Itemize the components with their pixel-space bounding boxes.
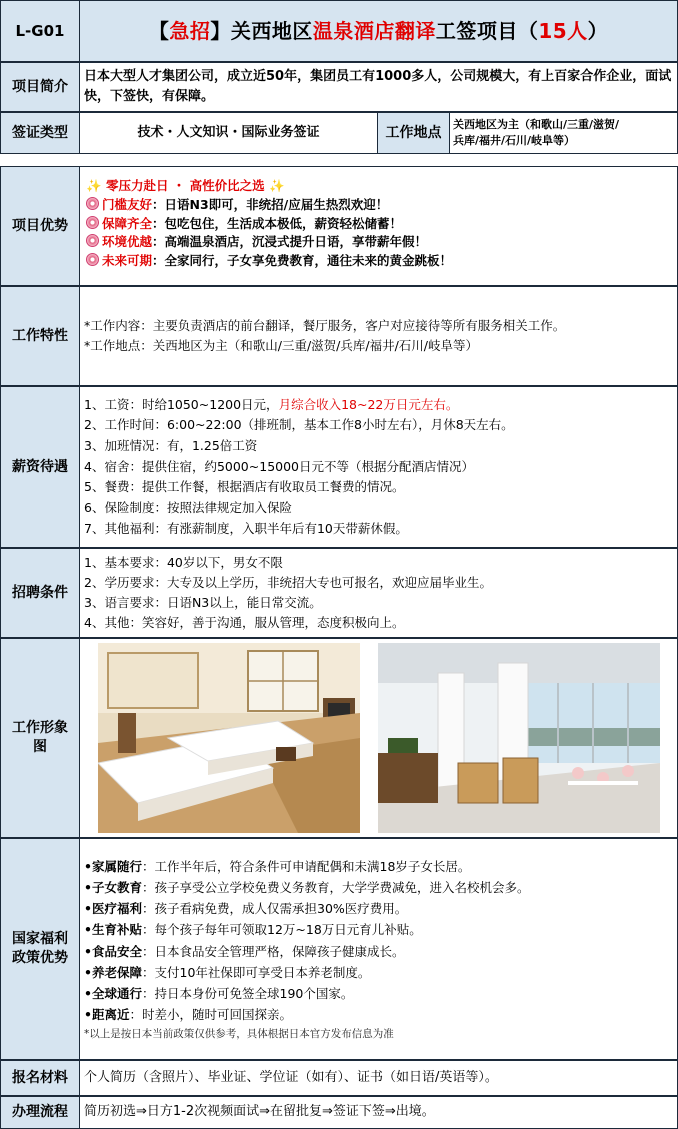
feature-line: *工作地点：关西地区为主（和歌山/三重/滋贺/兵库/福井/石川/岐阜等） bbox=[84, 338, 479, 353]
requirement-line: 1、基本要求：40岁以下，男女不限 bbox=[84, 555, 283, 570]
title-bracket-open: 【 bbox=[148, 19, 170, 43]
location-label: 工作地点 bbox=[378, 112, 450, 154]
requirement-line: 2、学历要求：大专及以上学历，非统招大专也可报名，欢迎应届毕业生。 bbox=[84, 575, 492, 590]
sparkle-icon: ✨ bbox=[86, 178, 102, 193]
advantage-text: ：日语N3即可，非统招/应届生热烈欢迎！ bbox=[152, 196, 389, 212]
visa-value: 技术・人文知识・国际业务签证 bbox=[80, 112, 378, 154]
advantage-text: ：包吃包住，生活成本极低，薪资轻松储蓄！ bbox=[152, 215, 403, 231]
sparkle-icon: ✨ bbox=[269, 178, 285, 193]
welfare-key: •医疗福利 bbox=[84, 901, 142, 917]
salary-line bbox=[84, 395, 673, 416]
welfare-item bbox=[84, 962, 673, 983]
welfare-key: •生育补贴 bbox=[84, 922, 142, 938]
welfare-text: ：持日本身份可免签全球190个国家。 bbox=[142, 986, 354, 1002]
welfare-text: ：每个孩子每年可领取12万~18万日元育儿补贴。 bbox=[142, 922, 422, 938]
welfare-content bbox=[80, 838, 678, 1060]
welfare-row bbox=[0, 838, 678, 1060]
intro-row bbox=[0, 62, 678, 112]
flower-icon bbox=[86, 216, 99, 229]
advantage-key: 保障齐全 bbox=[102, 215, 153, 231]
welfare-text: ：工作半年后，符合条件可申请配偶和未满18岁子女长居。 bbox=[142, 858, 471, 874]
salary-monthly-income: 月综合收入18~22万日元左右。 bbox=[278, 396, 459, 412]
hotel-room-photo bbox=[98, 643, 360, 833]
features-label: 工作特性 bbox=[0, 286, 80, 386]
intro-label: 项目简介 bbox=[0, 62, 80, 112]
salary-label: 薪资待遇 bbox=[0, 386, 80, 548]
materials-text: 个人简历（含照片）、毕业证、学位证（如有）、证书（如日语/英语等）。 bbox=[80, 1060, 678, 1096]
welfare-item bbox=[84, 983, 673, 1004]
advantages-row bbox=[0, 166, 678, 286]
hotel-room-illustration bbox=[98, 643, 360, 833]
title-urgent: 急招 bbox=[169, 19, 211, 43]
salary-line: 4、宿舍：提供住宿，约5000~15000日元不等（根据分配酒店情况） bbox=[84, 458, 475, 474]
welfare-text: ：孩子享受公立学校免费义务教育，大学学费减免，进入名校机会多。 bbox=[142, 879, 530, 895]
requirement-line: 3、语言要求：日语N3以上，能日常交流。 bbox=[84, 595, 322, 610]
section-gap bbox=[0, 154, 678, 166]
visa-label: 签证类型 bbox=[0, 112, 80, 154]
restaurant-photo bbox=[378, 643, 660, 833]
advantage-item bbox=[86, 252, 671, 271]
welfare-note: *以上是按日本当前政策仅供参考，具体根据日本官方发布信息为准 bbox=[84, 1027, 394, 1040]
title-hotel: 温泉酒店翻译 bbox=[312, 19, 436, 43]
salary-line: 2、工作时间：6:00~22:00（排班制，基本工作8小时左右），月休8天左右。 bbox=[84, 417, 514, 433]
title-row bbox=[0, 0, 678, 62]
flower-icon bbox=[86, 253, 99, 266]
welfare-item bbox=[84, 898, 673, 919]
welfare-text: ：孩子看病免费，成人仅需承担30%医疗费用。 bbox=[142, 901, 408, 917]
welfare-text: ：日本食品安全管理严格，保障孩子健康成长。 bbox=[142, 943, 405, 959]
welfare-key: •家属随行 bbox=[84, 858, 142, 874]
welfare-key: •全球通行 bbox=[84, 986, 142, 1002]
intro-text: 日本大型人才集团公司，成立近50年，集团员工有1000多人，公司规模大，有上百家合作企业，面试快，下签快，有保障。 bbox=[80, 62, 678, 112]
welfare-label: 国家福利政策优势 bbox=[0, 838, 80, 1060]
job-code: L-G01 bbox=[0, 0, 80, 62]
page-title bbox=[80, 0, 678, 62]
welfare-item bbox=[84, 877, 673, 898]
welfare-text: ：支付10年社保即可享受日本养老制度。 bbox=[142, 964, 371, 980]
features-row bbox=[0, 286, 678, 386]
materials-label: 报名材料 bbox=[0, 1060, 80, 1096]
location-value bbox=[450, 112, 678, 154]
advantages-label: 项目优势 bbox=[0, 166, 80, 286]
salary-line: 7、其他福利：有涨薪制度，入职半年后有10天带薪休假。 bbox=[84, 520, 408, 536]
advantage-text: ：高端温泉酒店，沉浸式提升日语，享带薪年假！ bbox=[152, 234, 428, 250]
feature-line: *工作内容：主要负责酒店的前台翻译，餐厅服务，客户对应接待等所有服务相关工作。 bbox=[84, 318, 566, 333]
advantage-key: 未来可期 bbox=[102, 253, 153, 268]
requirements-label: 招聘条件 bbox=[0, 548, 80, 638]
location-line-2: 兵库/福井/石川/岐阜等） bbox=[453, 134, 576, 147]
process-row bbox=[0, 1096, 678, 1129]
salary-line: 3、加班情况：有，1.25倍工资 bbox=[84, 438, 258, 454]
salary-line: 6、保险制度：按照法律规定加入保险 bbox=[84, 499, 292, 515]
advantage-item bbox=[86, 196, 671, 215]
welfare-key: •距离近 bbox=[84, 1007, 130, 1023]
flower-icon bbox=[86, 197, 99, 210]
advantage-key: 门槛友好 bbox=[102, 196, 153, 212]
salary-content bbox=[80, 386, 678, 548]
advantage-key: 环境优越 bbox=[102, 234, 153, 250]
requirements-row bbox=[0, 548, 678, 638]
welfare-key: •养老保障 bbox=[84, 964, 142, 980]
visa-row bbox=[0, 112, 678, 154]
welfare-item bbox=[84, 919, 673, 940]
salary-row bbox=[0, 386, 678, 548]
welfare-text: ：时差小，随时可回国探亲。 bbox=[129, 1007, 293, 1023]
welfare-item bbox=[84, 1004, 673, 1025]
restaurant-illustration bbox=[378, 643, 660, 833]
advantages-content bbox=[80, 166, 678, 286]
title-project: 工签项目（ bbox=[435, 19, 539, 43]
welfare-key: •子女教育 bbox=[84, 879, 142, 895]
advantages-headline bbox=[86, 177, 671, 196]
images-row bbox=[0, 638, 678, 838]
advantage-item bbox=[86, 215, 671, 234]
welfare-item bbox=[84, 856, 673, 877]
materials-row bbox=[0, 1060, 678, 1096]
title-region: 】关西地区 bbox=[210, 19, 313, 43]
title-bracket-close: ） bbox=[587, 19, 609, 43]
requirement-line: 4、其他：笑容好，善于沟通，服从管理，态度积极向上。 bbox=[84, 615, 405, 630]
requirements-content bbox=[80, 548, 678, 638]
images-label: 工作形象图 bbox=[0, 638, 80, 838]
process-label: 办理流程 bbox=[0, 1096, 80, 1129]
welfare-item bbox=[84, 941, 673, 962]
process-text: 简历初选⇒日方1-2次视频面试⇒在留批复⇒签证下签⇒出境。 bbox=[80, 1096, 678, 1129]
location-line-1: 关西地区为主（和歌山/三重/滋贺/ bbox=[453, 118, 620, 132]
advantage-text: ：全家同行，子女享免费教育，通往未来的黄金跳板！ bbox=[152, 253, 453, 268]
advantages-headline-text: 零压力赴日 ・ 高性价比之选 bbox=[105, 178, 265, 193]
title-count: 15人 bbox=[538, 19, 588, 43]
salary-wage: 1、工资：时给1050~1200日元， bbox=[84, 396, 279, 412]
images-content bbox=[80, 638, 678, 838]
welfare-key: •食品安全 bbox=[84, 943, 142, 959]
salary-line: 5、餐费：提供工作餐，根据酒店有收取员工餐费的情况。 bbox=[84, 479, 405, 495]
features-content bbox=[80, 286, 678, 386]
flower-icon bbox=[86, 234, 99, 247]
advantage-item bbox=[86, 233, 671, 252]
